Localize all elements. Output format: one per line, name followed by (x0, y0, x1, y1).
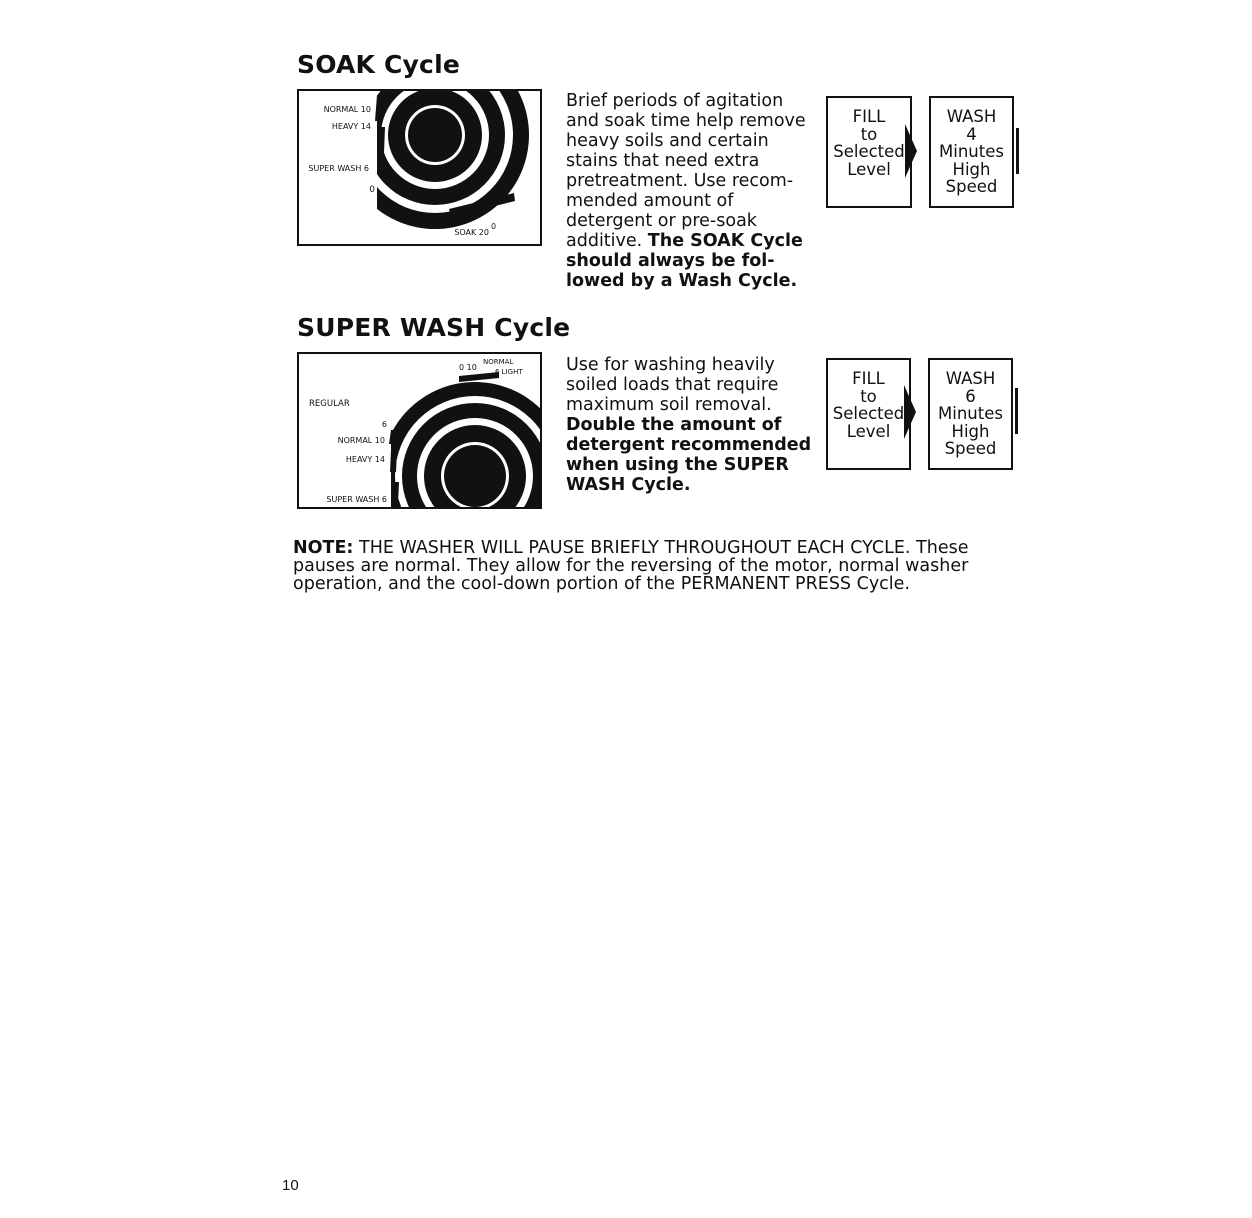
dial-label-six: 6 (381, 420, 387, 429)
super-wash-wash-step (928, 358, 1013, 470)
soak-description-text: Brief periods of agitation and soak time help remove heavy soils and certain stains that need extra pretreatment. Use recom- mended amount of detergent or pre-soak additive. (566, 91, 806, 251)
note-paragraph (293, 539, 973, 593)
dial-label-soak-superscript: 0 (491, 222, 497, 231)
wash-line: 4 (966, 124, 977, 144)
fill-line: Selected (833, 142, 905, 161)
fill-line: Level (846, 421, 891, 441)
wash-line: 6 (965, 386, 976, 406)
soak-cycle-heading: SOAK Cycle (297, 50, 460, 79)
soak-description-bold: The SOAK Cycle should always be fol- lowed by a Wash Cycle. (566, 231, 803, 291)
super-wash-fill-step (826, 358, 911, 470)
soak-wash-step (929, 96, 1014, 208)
dial-label-normal: NORMAL 10 (323, 105, 371, 114)
wash-line: Speed (945, 177, 998, 196)
note-label: NOTE: (293, 538, 354, 558)
dial-label-heavy: HEAVY 14 (331, 122, 371, 131)
soak-dial-illustration (297, 89, 542, 246)
page-number: 10 (282, 1177, 299, 1194)
super-wash-description (566, 355, 816, 495)
dial-label-regular: REGULAR (309, 399, 350, 409)
dial-label-normal: NORMAL 10 (337, 436, 385, 445)
wash-line: High (951, 421, 990, 441)
wash-line: Minutes (938, 404, 1003, 423)
fill-line: Level (847, 159, 891, 179)
fill-line: Selected (832, 404, 905, 423)
dial-label-normal-small: NORMAL (483, 358, 514, 366)
wash-line: WASH (946, 107, 997, 126)
wash-line: Speed (944, 439, 997, 458)
note-text: THE WASHER WILL PAUSE BRIEFLY THROUGHOUT EACH CYCLE. These pauses are normal. They allow for the reversing of the motor, normal washer operation, and the cool-down portion of the PERMANENT PRESS Cycle. (293, 538, 969, 594)
wash-line: Minutes (939, 142, 1004, 161)
super-wash-description-text: Use for washing heavily soiled loads that require maximum soil removal. (566, 355, 779, 415)
fill-line: to (860, 124, 878, 144)
soak-description (566, 91, 816, 291)
wash-line: High (952, 159, 991, 179)
super-wash-cycle-heading: SUPER WASH Cycle (297, 313, 571, 342)
fill-line: FILL (852, 369, 885, 388)
dial-label-super-wash: SUPER WASH 6 (326, 495, 387, 504)
dial-knob-graphic (299, 354, 540, 507)
dial-label-soak: SOAK 20 (454, 228, 489, 237)
dial-label-super-wash: SUPER WASH 6 (308, 164, 369, 173)
super-wash-dial-illustration (297, 352, 542, 509)
dial-label-heavy: HEAVY 14 (345, 455, 385, 464)
divider-mark (1016, 128, 1019, 174)
dial-label-zero: 0 (369, 185, 375, 195)
wash-line: WASH (945, 369, 996, 388)
dial-label-light: 6 LIGHT (495, 368, 523, 376)
fill-line: to (860, 386, 877, 406)
arrow-right-icon (905, 124, 917, 178)
arrow-right-icon (904, 385, 916, 439)
divider-mark (1015, 388, 1018, 434)
soak-fill-step (826, 96, 912, 208)
super-wash-description-bold: Double the amount of detergent recommended when using the SUPER WASH Cycle. (566, 415, 812, 495)
dial-label-top-numbers: 0 10 (459, 363, 477, 372)
fill-line: FILL (852, 107, 886, 126)
